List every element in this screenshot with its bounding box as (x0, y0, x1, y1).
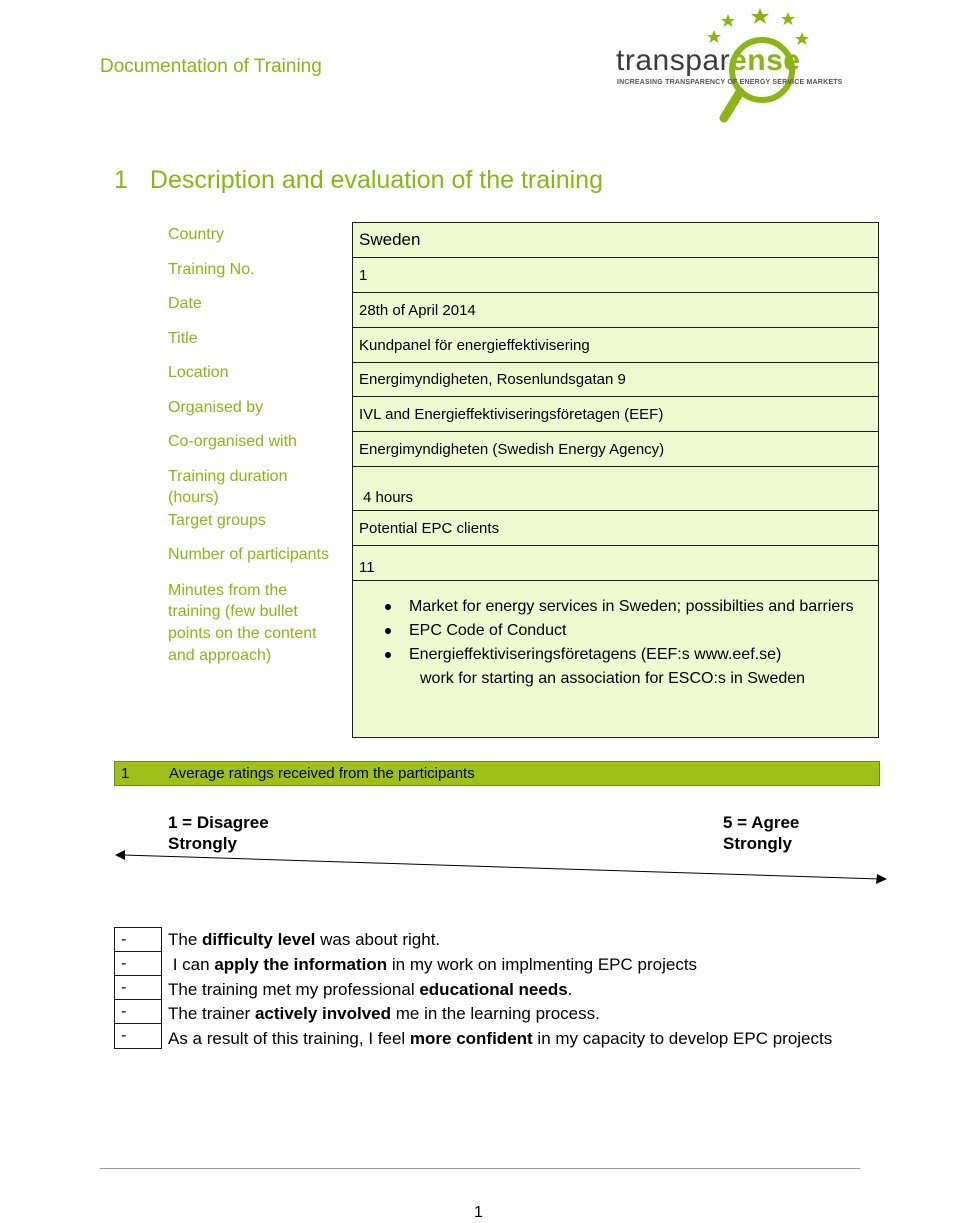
logo-word-part2: ense (730, 44, 801, 77)
value-country-text: Sweden (359, 230, 421, 249)
statement-text: was about right. (315, 930, 441, 949)
list-item: EPC Code of Conduct (353, 619, 874, 643)
statement-dash: - (114, 927, 162, 952)
footer-divider (100, 1168, 860, 1169)
label-target-groups: Target groups (168, 512, 266, 529)
section-title: Description and evaluation of the training (149, 166, 603, 194)
value-target-groups-text: Potential EPC clients (359, 519, 500, 537)
logo-wordmark (616, 44, 800, 78)
scale-low-line2: Strongly (168, 834, 237, 853)
value-training-no (352, 257, 879, 293)
label-minutes-line4: and approach) (168, 647, 272, 664)
statement-emphasis: actively involved (254, 1004, 392, 1023)
logo-word-part1: transpar (616, 44, 731, 77)
statement-text: As a result of this training, I feel (168, 1029, 410, 1048)
statement-text: in my capacity to develop EPC projects (532, 1029, 833, 1048)
scale-arrow (115, 848, 890, 888)
ratings-header-bar (114, 761, 880, 786)
statement-dash: - (114, 999, 162, 1024)
list-item: Energieffektiviseringsföretagens (EEF:s www.eef.se) (353, 643, 874, 667)
value-training-duration (352, 466, 879, 511)
value-title (352, 327, 879, 363)
label-country: Country (168, 226, 225, 243)
value-target-groups (352, 510, 879, 546)
scale-high-line1: 5 = Agree (723, 813, 800, 832)
label-co-organised-with: Co-organised with (168, 433, 297, 450)
section-heading (114, 166, 603, 195)
value-title-text: Kundpanel för energieffektivisering (359, 336, 590, 354)
statement-2 (168, 952, 697, 977)
statement-emphasis: apply the information (214, 955, 388, 974)
value-training-no-text: 1 (359, 266, 368, 284)
arrow-right-icon (876, 874, 887, 884)
label-number-of-participants: Number of participants (168, 546, 329, 563)
statement-dash: - (114, 975, 162, 1000)
page-number: 1 (474, 1204, 483, 1221)
statement-dash: - (114, 1023, 162, 1049)
statement-1 (168, 927, 440, 952)
value-co-organised-with (352, 431, 879, 467)
scale-high-line2: Strongly (723, 834, 792, 853)
arrow-left-icon (115, 850, 125, 860)
value-location (352, 362, 879, 397)
statement-3 (168, 977, 572, 1002)
statement-4 (168, 1001, 600, 1026)
statement-text: The training met my professional (168, 980, 420, 999)
value-country (352, 222, 879, 258)
value-number-of-participants (352, 545, 879, 581)
scale-low-line1: 1 = Disagree (168, 813, 269, 832)
label-title: Title (168, 330, 198, 347)
minutes-bullet-list (353, 595, 878, 667)
label-minutes-line3: points on the content (168, 625, 317, 642)
value-location-text: Energimyndigheten, Rosenlundsgatan 9 (359, 371, 626, 388)
label-minutes-line2: training (few bullet (168, 603, 298, 620)
logo-tagline: INCREASING TRANSPARENCY OF ENERGY SERVICE MARKETS (617, 79, 843, 86)
statement-emphasis: difficulty level (202, 930, 316, 949)
statement-text: . (567, 980, 573, 999)
statement-emphasis: educational needs (419, 980, 568, 999)
label-date: Date (168, 295, 202, 312)
statement-text: me in the learning process. (391, 1004, 600, 1023)
label-training-duration: Training duration (168, 468, 288, 485)
list-item: Market for energy services in Sweden; possibilties and barriers (353, 595, 874, 619)
value-date-text: 28th of April 2014 (359, 301, 476, 319)
statement-text: The trainer (168, 1004, 255, 1023)
ratings-number: 1 (121, 765, 130, 782)
value-co-organised-with-text: Energimyndigheten (Swedish Energy Agency) (359, 440, 665, 458)
document-title: Documentation of Training (100, 56, 322, 77)
value-organised-by (352, 396, 879, 432)
ratings-title: Average ratings received from the participants (169, 765, 475, 782)
value-minutes (352, 580, 879, 738)
value-training-duration-text: 4 hours (363, 489, 414, 506)
statement-text: The (168, 930, 203, 949)
label-training-no: Training No. (168, 261, 255, 278)
statement-5 (168, 1026, 832, 1051)
label-minutes-line1: Minutes from the (168, 582, 288, 599)
section-number: 1 (114, 166, 128, 194)
statement-text: in my work on implmenting EPC projects (387, 955, 698, 974)
value-date (352, 292, 879, 328)
minutes-continuation: work for starting an association for ESCO:s in Sweden (420, 670, 806, 687)
label-location: Location (168, 364, 229, 381)
statement-text: I can (168, 955, 215, 974)
label-training-duration-unit: (hours) (168, 489, 219, 506)
value-organised-by-text: IVL and Energieffektiviseringsföretagen (EEF) (359, 405, 664, 423)
label-organised-by: Organised by (168, 399, 264, 416)
statement-emphasis: more confident (409, 1029, 533, 1048)
value-number-of-participants-text: 11 (359, 559, 375, 576)
statement-dash: - (114, 951, 162, 976)
